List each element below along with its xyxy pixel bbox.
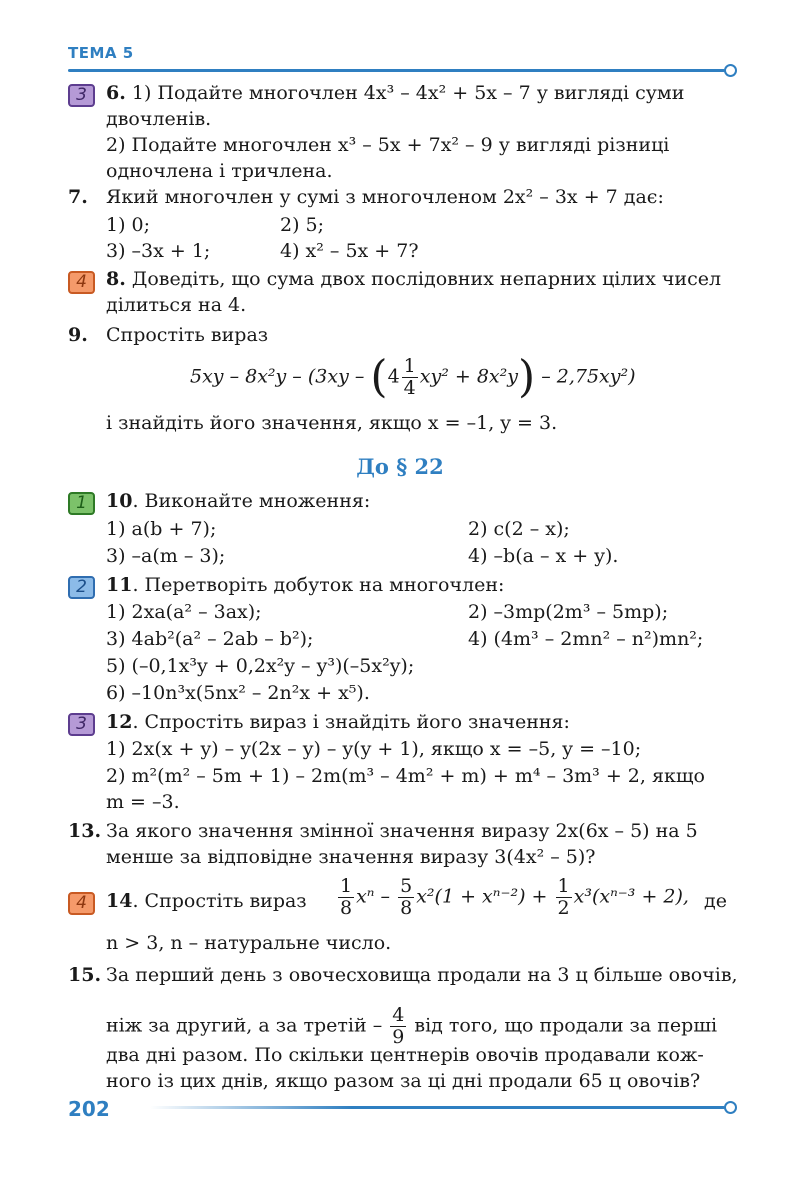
task-14-number: 14 bbox=[106, 890, 133, 912]
page-number: 202 bbox=[68, 1097, 110, 1121]
formula-term-1: xⁿ – bbox=[356, 885, 391, 908]
task-11-number: 11 bbox=[106, 574, 133, 596]
task-8-text-1: Доведіть, що сума двох послідовних непарних цілих чисел bbox=[125, 268, 722, 290]
task-6-line-4: одночлена і тричлена. bbox=[106, 160, 333, 182]
topic-label: ТЕМА 5 bbox=[68, 44, 134, 62]
task-6-number: 6. bbox=[106, 82, 126, 104]
fraction-numerator: 1 bbox=[340, 875, 353, 897]
task-14-line-2: n > 3, n – натуральне число. bbox=[106, 932, 392, 954]
task-12-item-2: 2) m²(m² – 5m + 1) – 2m(m³ – 4m² + m) + m⁴ – 3m³ + 2, якщо bbox=[106, 765, 705, 787]
task-9-line-1: Спростіть вираз bbox=[106, 324, 269, 346]
task-7-option-4: 4) x² – 5x + 7? bbox=[280, 240, 419, 262]
level-badge-1: 1 bbox=[68, 492, 95, 515]
task-6-text-1: 1) Подайте многочлен 4x³ – 4x² + 5x – 7 у вигляді суми bbox=[125, 82, 685, 104]
right-paren: ) bbox=[517, 351, 536, 403]
task-9-line-2: і знайдіть його значення, якщо x = –1, y = 3. bbox=[106, 412, 558, 434]
level-badge-4: 4 bbox=[68, 892, 95, 915]
header-rule-end-circle bbox=[724, 64, 737, 77]
task-6-line-3: 2) Подайте многочлен x³ – 5x + 7x² – 9 у вигляді різниці bbox=[106, 134, 670, 156]
task-15-line-3: два дні разом. По скільки центнерів овочів продавали кож- bbox=[106, 1044, 704, 1066]
level-badge-2: 2 bbox=[68, 576, 95, 599]
fraction-denominator: 8 bbox=[340, 896, 353, 919]
formula-part-d: – 2,75xy²) bbox=[541, 365, 636, 388]
level-badge-4: 4 bbox=[68, 271, 95, 294]
task-14-heading: . Спростіть вираз bbox=[132, 890, 307, 912]
formula-whole: 4 bbox=[387, 365, 400, 388]
task-14-line-1 bbox=[106, 888, 307, 914]
task-13-number: 13. bbox=[68, 820, 102, 842]
task-13-line-2: менше за відповідне значення виразу 3(4x² – 5)? bbox=[106, 846, 596, 868]
task-12-item-1: 1) 2x(x + y) – y(2x – y) – y(y + 1), якщо x = –5, y = –10; bbox=[106, 738, 642, 760]
task-12-line-1 bbox=[106, 709, 570, 735]
fraction-numerator: 4 bbox=[392, 1004, 405, 1026]
left-paren: ( bbox=[370, 351, 388, 403]
formula-term-2: x²(1 + xⁿ⁻²) + bbox=[416, 885, 548, 908]
task-11-line-1 bbox=[106, 572, 504, 598]
task-10-option-4: 4) –b(a – x + y). bbox=[468, 545, 619, 567]
fraction-one-quarter bbox=[402, 356, 418, 399]
footer-rule-end-circle bbox=[724, 1101, 737, 1114]
level-badge-3: 3 bbox=[68, 84, 95, 107]
task-15-text-2b: від того, що продали за перші bbox=[414, 1014, 718, 1037]
fraction-numerator: 5 bbox=[400, 875, 413, 897]
task-14-formula bbox=[336, 876, 689, 919]
fraction-denominator: 8 bbox=[400, 896, 413, 919]
task-8-number: 8. bbox=[106, 268, 126, 290]
task-9-number: 9. bbox=[68, 324, 88, 346]
task-11-option-2: 2) –3mp(2m³ – 5mp); bbox=[468, 601, 669, 623]
fraction-1-8 bbox=[338, 876, 354, 919]
task-8-line-2: ділиться на 4. bbox=[106, 294, 247, 316]
fraction-numerator: 1 bbox=[403, 355, 416, 377]
task-10-line-1 bbox=[106, 488, 370, 514]
task-6-line-1 bbox=[106, 80, 684, 106]
task-10-option-2: 2) c(2 – x); bbox=[468, 518, 570, 540]
task-7-line-1: Який многочлен у сумі з многочленом 2x² – 3x + 7 дає: bbox=[106, 186, 664, 208]
task-13-line-1: За якого значення змінної значення виразу 2x(6x – 5) на 5 bbox=[106, 820, 698, 842]
fraction-denominator: 9 bbox=[392, 1025, 405, 1048]
task-10-number: 10 bbox=[106, 490, 133, 512]
task-6-line-2: двочленів. bbox=[106, 108, 212, 130]
task-15-line-1: За перший день з овочесховища продали на 3 ц більше овочів, bbox=[106, 964, 738, 986]
fraction-1-2 bbox=[556, 876, 572, 919]
task-12-heading: . Спростіть вираз і знайдіть його значення: bbox=[132, 711, 570, 733]
fraction-5-8 bbox=[398, 876, 414, 919]
task-10-heading: . Виконайте множення: bbox=[132, 490, 371, 512]
task-11-option-6: 6) –10n³x(5nx² – 2n²x + x⁵). bbox=[106, 682, 370, 704]
task-7-option-3: 3) –3x + 1; bbox=[106, 240, 211, 262]
task-10-option-3: 3) –a(m – 3); bbox=[106, 545, 226, 567]
task-11-option-4: 4) (4m³ – 2mn² – n²)mn²; bbox=[468, 628, 704, 650]
fraction-denominator: 2 bbox=[557, 896, 570, 919]
section-title: До § 22 bbox=[356, 454, 444, 479]
task-8-line-1 bbox=[106, 266, 721, 292]
task-9-formula bbox=[190, 351, 636, 403]
task-10-option-1: 1) a(b + 7); bbox=[106, 518, 217, 540]
task-12-number: 12 bbox=[106, 711, 133, 733]
task-7-number: 7. bbox=[68, 186, 88, 208]
formula-part-a: 5xy – 8x²y – (3xy – bbox=[190, 365, 365, 388]
fraction-denominator: 4 bbox=[403, 376, 416, 399]
task-7-option-1: 1) 0; bbox=[106, 214, 151, 236]
level-badge-3: 3 bbox=[68, 713, 95, 736]
formula-part-c: xy² + 8x²y bbox=[419, 365, 518, 388]
footer-rule bbox=[150, 1106, 725, 1109]
task-15-number: 15. bbox=[68, 964, 102, 986]
task-15-text-2a: ніж за другий, а за третій – bbox=[106, 1014, 383, 1037]
task-11-option-3: 3) 4ab²(a² – 2ab – b²); bbox=[106, 628, 314, 650]
fraction-numerator: 1 bbox=[557, 875, 570, 897]
task-14-tail: де bbox=[704, 890, 727, 912]
task-7-option-2: 2) 5; bbox=[280, 214, 325, 236]
header-rule bbox=[68, 69, 725, 72]
formula-term-3: x³(xⁿ⁻³ + 2), bbox=[573, 885, 689, 908]
task-11-option-1: 1) 2xa(a² – 3ax); bbox=[106, 601, 262, 623]
task-15-line-4: ного із цих днів, якщо разом за ці дні продали 65 ц овочів? bbox=[106, 1070, 701, 1092]
task-12-item-2-cont: m = –3. bbox=[106, 791, 180, 813]
task-11-heading: . Перетворіть добуток на многочлен: bbox=[132, 574, 505, 596]
task-11-option-5: 5) (–0,1x³y + 0,2x²y – y³)(–5x²y); bbox=[106, 655, 415, 677]
